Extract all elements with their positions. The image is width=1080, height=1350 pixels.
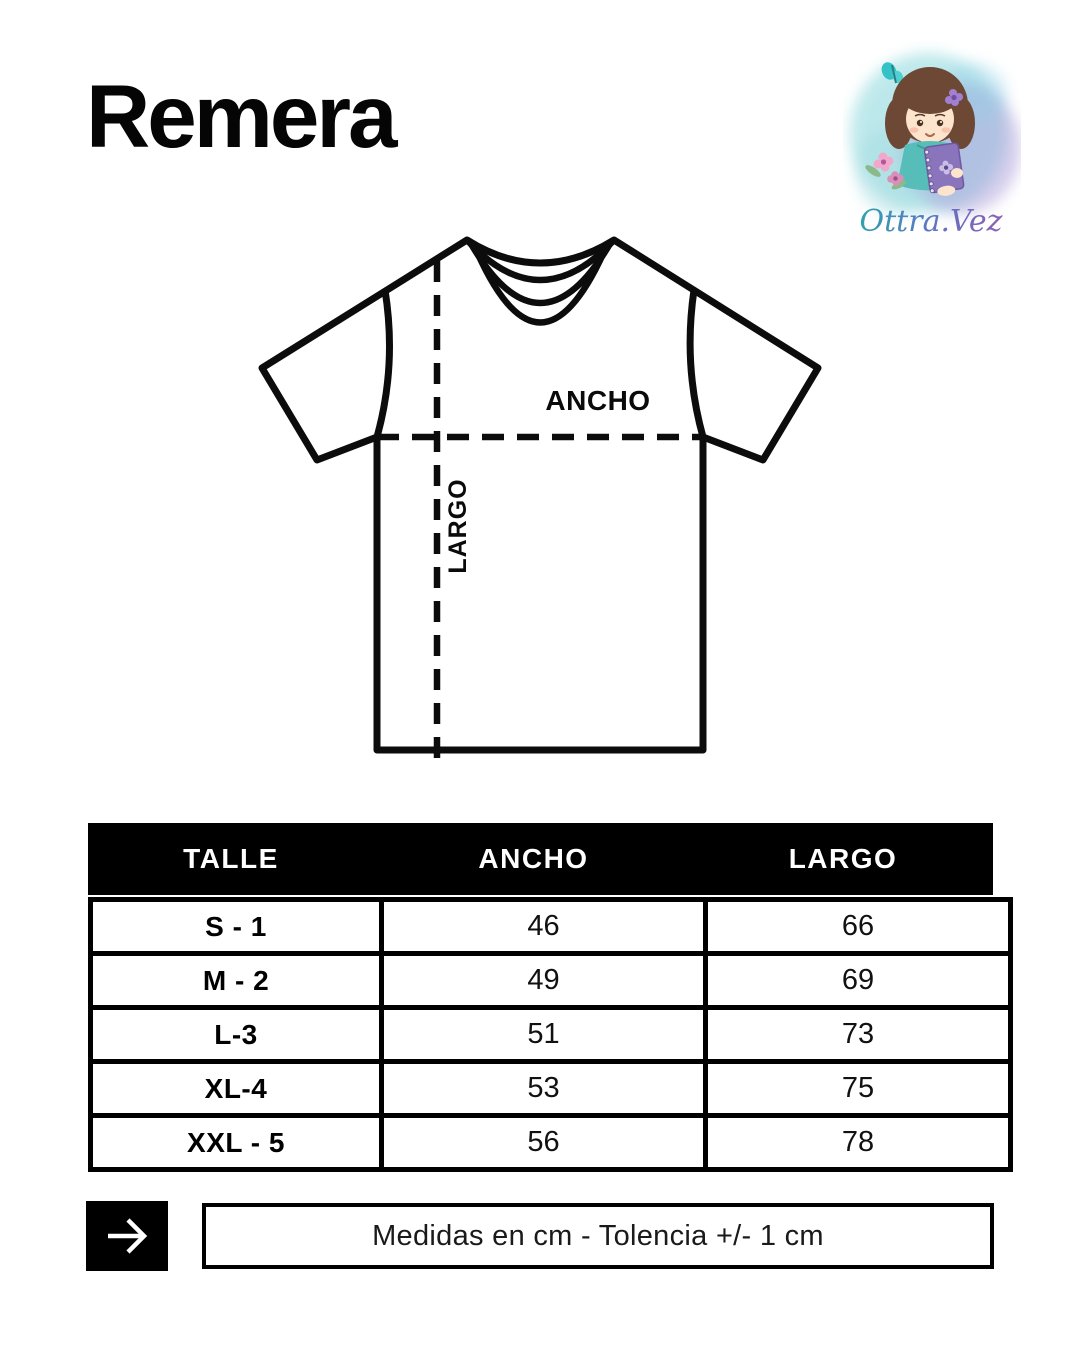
talle-cell: M - 2: [91, 954, 382, 1008]
largo-cell: 75: [706, 1062, 1011, 1116]
talle-cell: XL-4: [91, 1062, 382, 1116]
header-largo: LARGO: [788, 843, 898, 874]
talle-cell: XXL - 5: [91, 1116, 382, 1170]
tshirt-outline: [262, 240, 818, 750]
table-row: [91, 1116, 1011, 1170]
table-row: [91, 1062, 1011, 1116]
largo-cell: 78: [706, 1116, 1011, 1170]
header-ancho: ANCHO: [478, 843, 589, 874]
table-row: [91, 954, 1011, 1008]
table-row: [91, 1008, 1011, 1062]
measurement-note-box: [202, 1203, 994, 1269]
table-row: [91, 900, 1011, 954]
ancho-cell: 56: [382, 1116, 706, 1170]
largo-cell: 69: [706, 954, 1011, 1008]
next-button[interactable]: [86, 1201, 168, 1271]
talle-cell: L-3: [91, 1008, 382, 1062]
page-title: Remera: [86, 66, 395, 166]
largo-cell: 73: [706, 1008, 1011, 1062]
header-talle: TALLE: [183, 843, 279, 874]
size-table-header: [88, 823, 993, 895]
ancho-cell: 46: [382, 900, 706, 954]
brand-name: Ottra.Vez: [859, 204, 1003, 239]
largo-cell: 66: [706, 900, 1011, 954]
talle-cell: S - 1: [91, 900, 382, 954]
measurement-note: Medidas en cm - Tolencia +/- 1 cm: [372, 1219, 824, 1252]
arrow-right-icon: [100, 1212, 154, 1260]
largo-label: LARGO: [444, 478, 472, 574]
size-table-body: [88, 897, 1013, 1172]
tshirt-diagram: [250, 225, 830, 765]
ancho-label: ANCHO: [545, 385, 651, 416]
size-table: [88, 823, 993, 1172]
ancho-cell: 53: [382, 1062, 706, 1116]
ancho-cell: 49: [382, 954, 706, 1008]
brand-logo: [843, 33, 1021, 243]
ancho-cell: 51: [382, 1008, 706, 1062]
